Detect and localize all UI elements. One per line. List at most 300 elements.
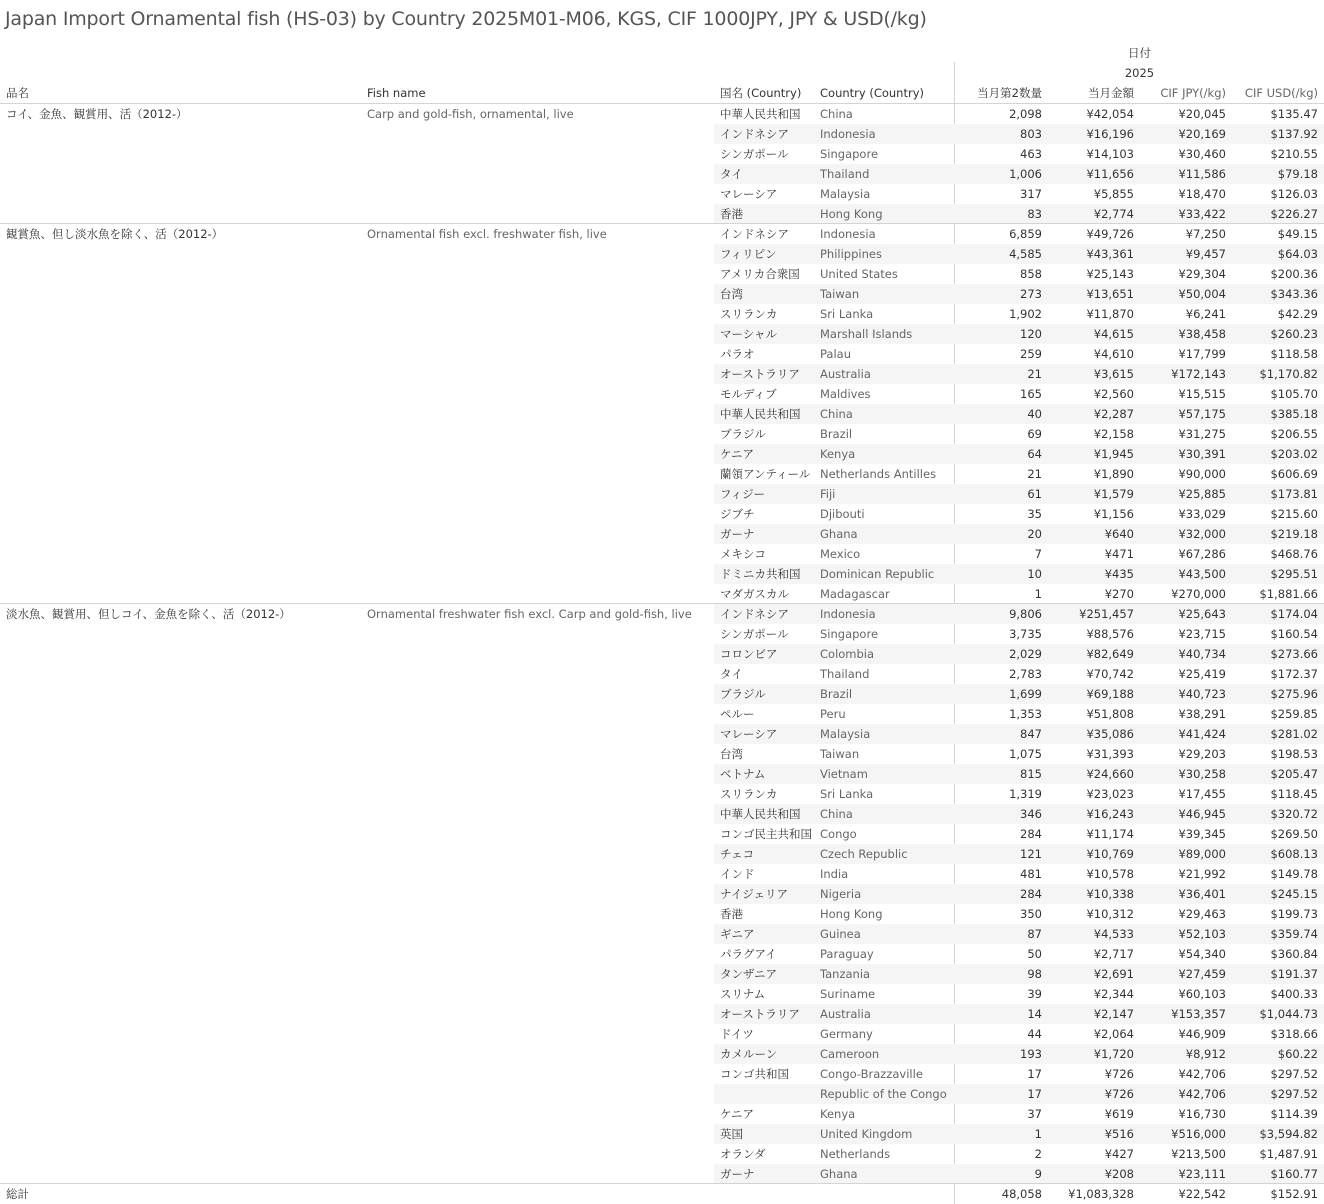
cif-usd-value: $174.04 xyxy=(1270,607,1318,621)
table-row xyxy=(0,884,1324,904)
quantity-value: 20 xyxy=(1027,527,1042,541)
cif-usd-value: $400.33 xyxy=(1270,987,1318,1001)
country-name-jp: ケニア xyxy=(720,1107,755,1121)
table-row xyxy=(0,544,1324,564)
cif-jpy-value: ¥31,275 xyxy=(1178,427,1226,441)
country-name-jp: ジブチ xyxy=(720,507,755,521)
quantity-value: 40 xyxy=(1027,407,1042,421)
cif-usd-value: $1,881.66 xyxy=(1259,587,1318,601)
cif-usd-value: $118.58 xyxy=(1270,347,1318,361)
quantity-value: 1,353 xyxy=(1009,707,1042,721)
country-name-en: Indonesia xyxy=(820,227,876,241)
cif-usd-value: $226.27 xyxy=(1270,207,1318,221)
cif-jpy-value: ¥30,391 xyxy=(1178,447,1226,461)
cif-usd-value: $269.50 xyxy=(1270,827,1318,841)
amount-value: ¥471 xyxy=(1104,547,1134,561)
country-name-en: Paraguay xyxy=(820,947,874,961)
quantity-value: 17 xyxy=(1027,1067,1042,1081)
quantity-value: 847 xyxy=(1020,727,1042,741)
quantity-value: 1,075 xyxy=(1009,747,1042,761)
country-name-en: Republic of the Congo xyxy=(820,1087,947,1101)
table-row xyxy=(0,464,1324,484)
table-row xyxy=(0,684,1324,704)
table-row xyxy=(0,804,1324,824)
country-name-jp: ドミニカ共和国 xyxy=(720,567,801,581)
amount-value: ¥1,156 xyxy=(1093,507,1134,521)
cif-usd-value: $215.60 xyxy=(1270,507,1318,521)
amount-value: ¥726 xyxy=(1104,1067,1134,1081)
table-row xyxy=(0,764,1324,784)
product-group-name-en: Ornamental freshwater fish excl. Carp and gold-fish, live xyxy=(367,607,692,621)
cif-usd-value: $137.92 xyxy=(1270,127,1318,141)
cif-usd-value: $245.15 xyxy=(1270,887,1318,901)
cif-usd-value: $320.72 xyxy=(1270,807,1318,821)
table-row xyxy=(0,1004,1324,1024)
quantity-value: 803 xyxy=(1020,127,1042,141)
amount-value: ¥251,457 xyxy=(1079,607,1134,621)
col-header-amount: 当月金額 xyxy=(1088,86,1134,100)
cif-jpy-value: ¥43,500 xyxy=(1178,567,1226,581)
table-row xyxy=(0,524,1324,544)
quantity-value: 1 xyxy=(1034,1127,1042,1141)
quantity-value: 17 xyxy=(1027,1087,1042,1101)
table-row xyxy=(0,584,1324,604)
cif-usd-value: $173.81 xyxy=(1270,487,1318,501)
amount-value: ¥23,023 xyxy=(1086,787,1134,801)
table-row xyxy=(0,924,1324,944)
country-name-jp: タイ xyxy=(720,667,743,681)
country-name-jp: ベトナム xyxy=(720,767,766,781)
amount-value: ¥2,147 xyxy=(1093,1007,1134,1021)
cif-usd-value: $114.39 xyxy=(1270,1107,1318,1121)
cif-usd-value: $281.02 xyxy=(1270,727,1318,741)
country-name-jp: チェコ xyxy=(720,847,755,861)
cif-jpy-value: ¥30,460 xyxy=(1178,147,1226,161)
cif-jpy-value: ¥33,422 xyxy=(1178,207,1226,221)
country-name-jp: 香港 xyxy=(720,907,743,921)
country-name-jp: コンゴ民主共和国 xyxy=(720,827,812,841)
amount-value: ¥427 xyxy=(1104,1147,1134,1161)
country-name-jp: タンザニア xyxy=(720,967,778,981)
amount-value: ¥10,578 xyxy=(1086,867,1134,881)
country-name-en: Colombia xyxy=(820,647,875,661)
table-row xyxy=(0,424,1324,444)
country-name-en: Djibouti xyxy=(820,507,865,521)
country-name-en: Marshall Islands xyxy=(820,327,913,341)
country-name-jp: 中華人民共和国 xyxy=(720,107,801,121)
country-name-jp: スリランカ xyxy=(720,307,778,321)
amount-value: ¥24,660 xyxy=(1086,767,1134,781)
amount-value: ¥619 xyxy=(1104,1107,1134,1121)
quantity-value: 346 xyxy=(1020,807,1042,821)
product-group-name-jp: コイ、金魚、観賞用、活（2012-） xyxy=(6,107,188,121)
quantity-value: 858 xyxy=(1020,267,1042,281)
country-name-en: Maldives xyxy=(820,387,871,401)
amount-value: ¥11,870 xyxy=(1086,307,1134,321)
cif-jpy-value: ¥27,459 xyxy=(1178,967,1226,981)
amount-value: ¥1,945 xyxy=(1093,447,1134,461)
cif-jpy-value: ¥25,885 xyxy=(1178,487,1226,501)
amount-value: ¥69,188 xyxy=(1086,687,1134,701)
country-name-jp: インドネシア xyxy=(720,127,789,141)
country-name-en: Mexico xyxy=(820,547,861,561)
year-header: 2025 xyxy=(1124,66,1155,80)
country-name-en: Thailand xyxy=(820,167,870,181)
table-row xyxy=(0,484,1324,504)
amount-value: ¥10,338 xyxy=(1086,887,1134,901)
country-name-jp: オーストラリア xyxy=(720,367,800,381)
country-name-en: Nigeria xyxy=(820,887,862,901)
table-row xyxy=(0,1024,1324,1044)
quantity-value: 50 xyxy=(1027,947,1042,961)
quantity-value: 64 xyxy=(1027,447,1042,461)
quantity-value: 69 xyxy=(1027,427,1042,441)
country-name-en: Guinea xyxy=(820,927,861,941)
cif-usd-value: $160.54 xyxy=(1270,627,1318,641)
country-name-jp: アメリカ合衆国 xyxy=(720,267,800,281)
country-name-jp: マーシャル xyxy=(720,327,778,341)
cif-jpy-value: ¥21,992 xyxy=(1178,867,1226,881)
quantity-value: 37 xyxy=(1027,1107,1042,1121)
table-row xyxy=(0,784,1324,804)
cif-jpy-value: ¥18,470 xyxy=(1178,187,1226,201)
grand-total-label: 総計 xyxy=(6,1187,29,1201)
table-row xyxy=(0,664,1324,684)
amount-value: ¥2,344 xyxy=(1093,987,1134,1001)
country-name-jp: シンガポール xyxy=(720,627,789,641)
table-row xyxy=(0,984,1324,1004)
col-header-fish-name: Fish name xyxy=(367,86,426,100)
cif-jpy-value: ¥516,000 xyxy=(1171,1127,1226,1141)
quantity-value: 284 xyxy=(1020,887,1042,901)
quantity-value: 1,006 xyxy=(1009,167,1042,181)
page-title: Japan Import Ornamental fish (HS-03) by Country 2025M01-M06, KGS, CIF 1000JPY, JPY & USD(/kg) xyxy=(5,8,927,30)
cif-usd-value: $79.18 xyxy=(1277,167,1318,181)
quantity-value: 61 xyxy=(1027,487,1042,501)
cif-jpy-value: ¥17,455 xyxy=(1178,787,1226,801)
amount-value: ¥88,576 xyxy=(1086,627,1134,641)
country-name-jp: メキシコ xyxy=(720,547,766,561)
country-name-en: Hong Kong xyxy=(820,207,883,221)
cif-usd-value: $64.03 xyxy=(1277,247,1318,261)
country-name-en: Ghana xyxy=(820,1167,858,1181)
quantity-value: 1 xyxy=(1034,587,1042,601)
cif-jpy-value: ¥29,304 xyxy=(1178,267,1226,281)
cif-usd-value: $295.51 xyxy=(1270,567,1318,581)
country-name-en: Brazil xyxy=(820,687,853,701)
cif-jpy-value: ¥7,250 xyxy=(1185,227,1226,241)
cif-usd-value: $191.37 xyxy=(1270,967,1318,981)
country-name-jp: コンゴ共和国 xyxy=(720,1067,789,1081)
table-row xyxy=(0,184,1324,204)
col-header-country-jp: 国名 (Country) xyxy=(720,86,802,100)
country-name-jp: オランダ xyxy=(720,1147,766,1161)
amount-value: ¥4,533 xyxy=(1093,927,1134,941)
cif-usd-value: $297.52 xyxy=(1270,1087,1318,1101)
cif-jpy-value: ¥42,706 xyxy=(1178,1087,1226,1101)
table-row xyxy=(0,644,1324,664)
table-row xyxy=(0,244,1324,264)
country-name-en: United Kingdom xyxy=(820,1127,913,1141)
country-name-en: Netherlands xyxy=(820,1147,891,1161)
cif-jpy-value: ¥40,734 xyxy=(1178,647,1226,661)
quantity-value: 2,029 xyxy=(1009,647,1042,661)
table-row xyxy=(0,164,1324,184)
amount-value: ¥51,808 xyxy=(1086,707,1134,721)
cif-jpy-value: ¥17,799 xyxy=(1178,347,1226,361)
cif-jpy-value: ¥33,029 xyxy=(1178,507,1226,521)
country-name-en: Peru xyxy=(820,707,846,721)
country-name-jp: オーストラリア xyxy=(720,1007,800,1021)
country-name-jp: スリナム xyxy=(720,987,766,1001)
table-row xyxy=(0,844,1324,864)
cif-usd-value: $273.66 xyxy=(1270,647,1318,661)
quantity-value: 1,699 xyxy=(1009,687,1042,701)
product-group-name-en: Ornamental fish excl. freshwater fish, live xyxy=(367,227,607,241)
cif-jpy-value: ¥153,357 xyxy=(1171,1007,1226,1021)
country-name-en: India xyxy=(820,867,849,881)
country-name-jp: フィジー xyxy=(720,487,766,501)
amount-value: ¥2,691 xyxy=(1093,967,1134,981)
cif-usd-value: $606.69 xyxy=(1270,467,1318,481)
cif-usd-value: $105.70 xyxy=(1270,387,1318,401)
cif-jpy-value: ¥60,103 xyxy=(1178,987,1226,1001)
table-row xyxy=(0,104,1324,124)
country-name-en: Germany xyxy=(820,1027,873,1041)
amount-value: ¥2,287 xyxy=(1093,407,1134,421)
cif-jpy-value: ¥25,419 xyxy=(1178,667,1226,681)
quantity-value: 4,585 xyxy=(1009,247,1042,261)
cif-jpy-value: ¥270,000 xyxy=(1171,587,1226,601)
amount-value: ¥435 xyxy=(1104,567,1134,581)
country-name-en: United States xyxy=(820,267,898,281)
cif-jpy-value: ¥20,045 xyxy=(1178,107,1226,121)
table-row xyxy=(0,404,1324,424)
col-header-country-en: Country (Country) xyxy=(820,86,924,100)
cif-usd-value: $259.85 xyxy=(1270,707,1318,721)
amount-value: ¥4,610 xyxy=(1093,347,1134,361)
quantity-value: 815 xyxy=(1020,767,1042,781)
cif-jpy-value: ¥30,258 xyxy=(1178,767,1226,781)
product-group-name-en: Carp and gold-fish, ornamental, live xyxy=(367,107,574,121)
grand-total-cif-jpy: ¥22,542 xyxy=(1178,1187,1226,1201)
grand-total-row xyxy=(0,1184,1324,1204)
quantity-value: 39 xyxy=(1027,987,1042,1001)
quantity-value: 273 xyxy=(1020,287,1042,301)
table-row xyxy=(0,704,1324,724)
cif-jpy-value: ¥52,103 xyxy=(1178,927,1226,941)
country-name-jp: マレーシア xyxy=(720,187,778,201)
quantity-value: 21 xyxy=(1027,367,1042,381)
cif-usd-value: $1,044.73 xyxy=(1259,1007,1318,1021)
country-name-en: Tanzania xyxy=(820,967,871,981)
cif-usd-value: $1,487.91 xyxy=(1259,1147,1318,1161)
quantity-value: 317 xyxy=(1020,187,1042,201)
country-name-jp: シンガポール xyxy=(720,147,789,161)
country-name-en: Brazil xyxy=(820,427,853,441)
amount-value: ¥2,774 xyxy=(1093,207,1134,221)
amount-value: ¥2,560 xyxy=(1093,387,1134,401)
quantity-value: 7 xyxy=(1034,547,1042,561)
table-row xyxy=(0,444,1324,464)
date-header: 日付 xyxy=(1128,46,1151,60)
cif-usd-value: $219.18 xyxy=(1270,527,1318,541)
amount-value: ¥16,196 xyxy=(1086,127,1134,141)
amount-value: ¥49,726 xyxy=(1086,227,1134,241)
cif-jpy-value: ¥38,458 xyxy=(1178,327,1226,341)
amount-value: ¥10,769 xyxy=(1086,847,1134,861)
country-name-jp: インドネシア xyxy=(720,607,789,621)
quantity-value: 259 xyxy=(1020,347,1042,361)
cif-jpy-value: ¥38,291 xyxy=(1178,707,1226,721)
quantity-value: 193 xyxy=(1020,1047,1042,1061)
cif-usd-value: $360.84 xyxy=(1270,947,1318,961)
cif-jpy-value: ¥40,723 xyxy=(1178,687,1226,701)
table-row xyxy=(0,344,1324,364)
country-name-jp: ペルー xyxy=(720,707,755,721)
amount-value: ¥43,361 xyxy=(1086,247,1134,261)
country-name-jp: マダガスカル xyxy=(720,587,789,601)
cif-usd-value: $118.45 xyxy=(1270,787,1318,801)
amount-value: ¥10,312 xyxy=(1086,907,1134,921)
table-row xyxy=(0,724,1324,744)
cif-jpy-value: ¥90,000 xyxy=(1178,467,1226,481)
country-name-en: Australia xyxy=(820,367,871,381)
table-row xyxy=(0,224,1324,244)
quantity-value: 350 xyxy=(1020,907,1042,921)
country-name-jp: コロンビア xyxy=(720,647,778,661)
cif-jpy-value: ¥32,000 xyxy=(1178,527,1226,541)
table-row xyxy=(0,944,1324,964)
quantity-value: 481 xyxy=(1020,867,1042,881)
country-name-en: Thailand xyxy=(820,667,870,681)
country-name-en: Taiwan xyxy=(820,287,860,301)
country-name-jp: 台湾 xyxy=(720,287,743,301)
cif-usd-value: $42.29 xyxy=(1277,307,1318,321)
cif-usd-value: $275.96 xyxy=(1270,687,1318,701)
cif-usd-value: $1,170.82 xyxy=(1259,367,1318,381)
cif-usd-value: $200.36 xyxy=(1270,267,1318,281)
country-name-en: Australia xyxy=(820,1007,871,1021)
cif-jpy-value: ¥25,643 xyxy=(1178,607,1226,621)
cif-jpy-value: ¥23,715 xyxy=(1178,627,1226,641)
cif-usd-value: $198.53 xyxy=(1270,747,1318,761)
cif-jpy-value: ¥67,286 xyxy=(1178,547,1226,561)
country-name-jp: インドネシア xyxy=(720,227,789,241)
country-name-jp: ドイツ xyxy=(720,1027,754,1041)
country-name-en: Sri Lanka xyxy=(820,787,874,801)
country-name-jp: ケニア xyxy=(720,447,755,461)
table-row xyxy=(0,1064,1324,1084)
country-name-jp: 英国 xyxy=(720,1127,743,1141)
country-name-en: China xyxy=(820,807,853,821)
table-row xyxy=(0,324,1324,344)
quantity-value: 121 xyxy=(1020,847,1042,861)
amount-value: ¥82,649 xyxy=(1086,647,1134,661)
product-group-name-jp: 観賞魚、但し淡水魚を除く、活（2012-） xyxy=(6,227,224,241)
country-name-jp: インド xyxy=(720,867,755,881)
cif-usd-value: $206.55 xyxy=(1270,427,1318,441)
table-row xyxy=(0,964,1324,984)
amount-value: ¥42,054 xyxy=(1086,107,1134,121)
country-name-jp: モルディブ xyxy=(720,387,777,401)
table-row xyxy=(0,364,1324,384)
cif-jpy-value: ¥6,241 xyxy=(1185,307,1226,321)
country-name-en: Sri Lanka xyxy=(820,307,874,321)
quantity-value: 2,098 xyxy=(1009,107,1042,121)
cif-usd-value: $608.13 xyxy=(1270,847,1318,861)
table-row xyxy=(0,904,1324,924)
country-name-en: Netherlands Antilles xyxy=(820,467,937,481)
amount-value: ¥11,174 xyxy=(1086,827,1134,841)
amount-value: ¥2,717 xyxy=(1093,947,1134,961)
quantity-value: 44 xyxy=(1027,1027,1042,1041)
table-row xyxy=(0,204,1324,224)
country-name-jp: 蘭領アンティール xyxy=(720,467,811,481)
country-name-en: Malaysia xyxy=(820,727,871,741)
cif-usd-value: $135.47 xyxy=(1270,107,1318,121)
cif-jpy-value: ¥11,586 xyxy=(1178,167,1226,181)
table-row xyxy=(0,304,1324,324)
grand-total-quantity: 48,058 xyxy=(1001,1187,1042,1201)
country-name-en: Philippines xyxy=(820,247,882,261)
amount-value: ¥1,720 xyxy=(1093,1047,1134,1061)
cif-usd-value: $126.03 xyxy=(1270,187,1318,201)
country-name-jp: ガーナ xyxy=(720,527,755,541)
cif-usd-value: $203.02 xyxy=(1270,447,1318,461)
country-name-jp: タイ xyxy=(720,167,743,181)
table-row xyxy=(0,504,1324,524)
col-header-cif-usd: CIF USD(/kg) xyxy=(1244,86,1318,100)
country-name-en: Madagascar xyxy=(820,587,890,601)
country-name-en: Singapore xyxy=(820,147,879,161)
amount-value: ¥14,103 xyxy=(1086,147,1134,161)
country-name-en: Fiji xyxy=(820,487,836,501)
amount-value: ¥70,742 xyxy=(1086,667,1134,681)
country-name-jp: ナイジェリア xyxy=(720,887,788,901)
quantity-value: 3,735 xyxy=(1009,627,1042,641)
cif-jpy-value: ¥39,345 xyxy=(1178,827,1226,841)
amount-value: ¥25,143 xyxy=(1086,267,1134,281)
table-row xyxy=(0,744,1324,764)
cif-usd-value: $359.74 xyxy=(1270,927,1318,941)
table-row xyxy=(0,1124,1324,1144)
amount-value: ¥208 xyxy=(1104,1167,1134,1181)
amount-value: ¥2,064 xyxy=(1093,1027,1134,1041)
table-row xyxy=(0,124,1324,144)
quantity-value: 1,902 xyxy=(1009,307,1042,321)
amount-value: ¥516 xyxy=(1104,1127,1134,1141)
amount-value: ¥31,393 xyxy=(1086,747,1134,761)
cif-jpy-value: ¥29,463 xyxy=(1178,907,1226,921)
cif-jpy-value: ¥20,169 xyxy=(1178,127,1226,141)
country-name-en: Ghana xyxy=(820,527,858,541)
country-name-en: Congo-Brazzaville xyxy=(820,1067,923,1081)
country-name-en: Suriname xyxy=(820,987,876,1001)
col-header-quantity: 当月第2数量 xyxy=(977,86,1042,100)
quantity-value: 2 xyxy=(1034,1147,1042,1161)
quantity-value: 284 xyxy=(1020,827,1042,841)
cif-usd-value: $199.73 xyxy=(1270,907,1318,921)
quantity-value: 87 xyxy=(1027,927,1042,941)
amount-value: ¥35,086 xyxy=(1086,727,1134,741)
table-row xyxy=(0,824,1324,844)
table-row xyxy=(0,284,1324,304)
quantity-value: 463 xyxy=(1020,147,1042,161)
country-name-en: Indonesia xyxy=(820,607,876,621)
amount-value: ¥16,243 xyxy=(1086,807,1134,821)
country-name-jp: フィリピン xyxy=(720,247,777,261)
